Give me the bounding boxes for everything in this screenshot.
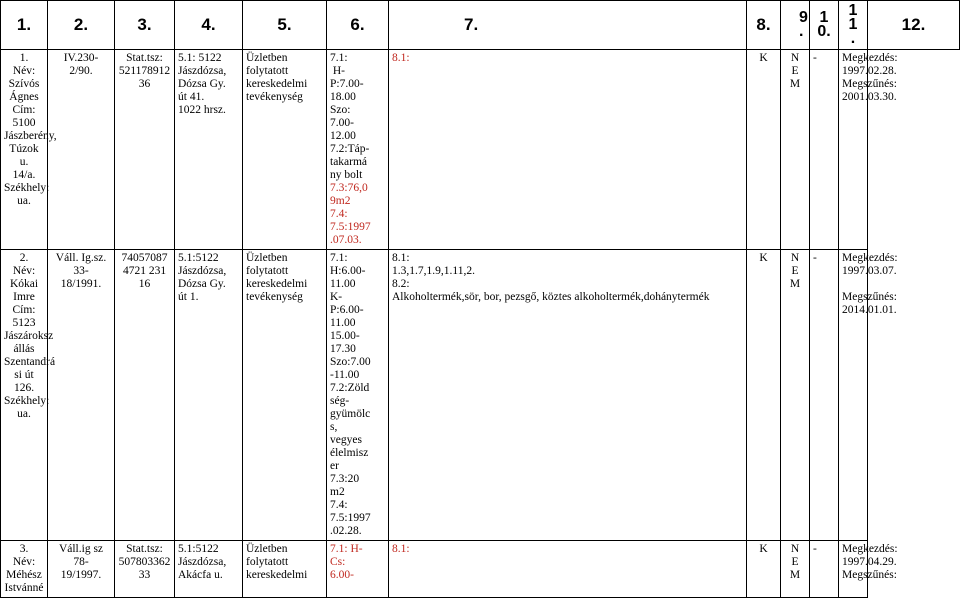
opening-hours-cell-line: 12.00	[330, 130, 356, 142]
registration-cell-line: Váll. Ig.sz.	[55, 252, 107, 264]
owner-cell-line: Kókai Imre	[9, 278, 41, 303]
opening-hours-cell-line: 15.00-	[330, 330, 360, 342]
dates-cell	[839, 250, 898, 541]
opening-hours-cell-line: H:6.00-	[330, 265, 366, 277]
registration-cell	[48, 250, 115, 541]
opening-hours-cell-line: 7.2:Táp-	[330, 143, 370, 155]
address-cell-line: 5.1:5122	[178, 543, 219, 555]
dates-cell-line	[842, 278, 864, 291]
opening-hours-cell-line: 18.00	[330, 91, 356, 103]
dates-cell-line: 2014.01.01.	[842, 304, 897, 316]
owner-cell	[1, 250, 56, 541]
opening-hours-cell-line: 9m2	[330, 195, 351, 207]
activity-cell-line: tevékenység	[246, 91, 303, 103]
stat-number-cell	[115, 50, 175, 250]
activity-cell-line: Üzletben	[246, 252, 288, 264]
opening-hours-cell-line: s,	[330, 421, 338, 433]
stat-number-cell-line: 33	[138, 569, 151, 581]
dates-cell	[839, 541, 898, 598]
owner-cell-line: Méhész	[6, 569, 42, 581]
stat-number-cell-line: Stat.tsz:	[126, 52, 163, 64]
opening-hours-cell-line: 7.3:20	[330, 473, 360, 485]
dates-cell-line: 1997.03.07.	[842, 265, 897, 277]
header-cell: 3.	[115, 1, 175, 50]
owner-cell-line: si út 126.	[13, 369, 37, 394]
address-cell-line: Akácfa u.	[178, 569, 223, 581]
address-cell-line: Jászdózsa,	[178, 265, 227, 277]
owner-cell-line: Székhely:	[4, 395, 50, 407]
address-cell-line: Dózsa Gy.	[178, 278, 226, 290]
products-cell-line: 8.1:	[392, 543, 410, 555]
address-cell	[175, 50, 243, 250]
opening-hours-cell-line: H-	[330, 65, 346, 77]
products-cell	[389, 250, 747, 541]
owner-cell-line: 2.	[19, 252, 29, 264]
owner-cell-line: Jászberény,	[4, 130, 57, 142]
registration-cell	[48, 50, 115, 250]
activity-cell	[243, 50, 327, 250]
header-cell: 2.	[48, 1, 115, 50]
stat-number-cell-line: 74057087	[121, 252, 168, 264]
activity-cell-line: kereskedelmi	[246, 78, 308, 90]
opening-hours-cell-line: ny bolt	[330, 169, 363, 181]
table-row	[1, 541, 960, 598]
opening-hours-cell-line: 7.4:	[330, 499, 348, 511]
owner-cell-line: Cím: 5100	[12, 104, 39, 129]
dates-cell-line: 1997.02.28.	[842, 65, 897, 77]
owner-cell-line: Név:	[12, 65, 36, 77]
opening-hours-cell-line: Cs:	[330, 556, 346, 568]
owner-cell-line: Cím: 5123	[12, 304, 39, 329]
opening-hours-cell-line: gyümölc	[330, 408, 371, 420]
stat-number-cell-line: 507803362	[118, 556, 171, 568]
stat-number-cell-line: 521178912	[118, 65, 171, 77]
owner-cell-line: ua.	[17, 195, 31, 207]
stat-number-cell-line: 16	[138, 278, 151, 290]
dates-cell-line: Megkezdés:	[842, 543, 898, 555]
opening-hours-cell-line: élelmisz	[330, 447, 369, 459]
col10-cell: N E M	[781, 250, 810, 541]
header-cell: 4.	[175, 1, 243, 50]
address-cell-line: 5.1:5122	[178, 252, 219, 264]
opening-hours-cell-line: vegyes	[330, 434, 362, 446]
col9-cell: K	[747, 250, 781, 541]
opening-hours-cell-line: 7.00-	[330, 117, 354, 129]
registration-cell-line: 19/1997.	[60, 569, 102, 581]
dates-cell-line: Megszűnés:	[842, 78, 897, 90]
owner-cell	[1, 50, 57, 250]
opening-hours-cell-line: 7.1:	[330, 52, 348, 64]
owner-cell-line: Név:	[12, 265, 36, 277]
header-cell: 1 1 .	[839, 1, 868, 50]
opening-hours-cell-line: 7.1: H-	[330, 543, 363, 555]
owner-cell-line: Név:	[12, 556, 36, 568]
dates-cell-line: Megszűnés:	[842, 291, 897, 303]
owner-cell-line: 3.	[19, 543, 29, 555]
owner-cell	[1, 541, 48, 598]
address-cell-line: Dózsa Gy.	[178, 78, 226, 90]
header-cell: 5.	[243, 1, 327, 50]
col10-cell: N E M	[781, 50, 810, 250]
owner-cell-line: Szentandrá	[4, 356, 56, 368]
owner-cell-line: Jászároksz	[4, 330, 54, 342]
products-cell-line: 8.1:	[392, 52, 410, 64]
owner-cell-line: 1.	[19, 52, 29, 64]
address-cell-line: Jászdózsa,	[178, 65, 227, 77]
owner-cell-line: ua.	[17, 408, 31, 420]
opening-hours-cell-line: 7.5:1997	[330, 512, 371, 524]
address-cell-line: út 1.	[178, 291, 199, 303]
dates-cell-line: Megkezdés:	[842, 52, 898, 64]
registration-cell-line: 2/90.	[69, 65, 93, 77]
header-cell: 12.	[868, 1, 960, 50]
opening-hours-cell-line: P:7.00-	[330, 78, 364, 90]
address-cell	[175, 250, 243, 541]
activity-cell-line: folytatott	[246, 65, 289, 77]
registration-cell	[48, 541, 115, 598]
activity-cell-line: folytatott	[246, 556, 289, 568]
col11-cell: -	[810, 250, 839, 541]
owner-cell-line: Szívós	[8, 78, 40, 90]
activity-cell-line: folytatott	[246, 265, 289, 277]
owner-cell-line: állás	[13, 343, 35, 355]
dates-cell	[839, 50, 898, 250]
opening-hours-cell-line: P:6.00-	[330, 304, 364, 316]
dates-cell-line: 2001.03.30.	[842, 91, 897, 103]
activity-cell	[243, 250, 327, 541]
opening-hours-cell-line: .07.03.	[330, 234, 362, 246]
products-cell	[389, 541, 747, 598]
opening-hours-cell-line: 11.00	[330, 317, 356, 329]
header-cell: 1.	[1, 1, 48, 50]
dates-cell-line: Megkezdés:	[842, 252, 898, 264]
address-cell-line: út 41.	[178, 91, 205, 103]
col9-cell: K	[747, 541, 781, 598]
table-row	[1, 50, 960, 250]
activity-cell-line: kereskedelmi	[246, 278, 308, 290]
products-cell-line: 1.3,1.7,1.9,1.11,2.	[392, 265, 475, 277]
activity-cell-line: Üzletben	[246, 543, 288, 555]
header-cell: 8.	[747, 1, 781, 50]
opening-hours-cell-line: 11.00	[330, 278, 356, 290]
table-row	[1, 250, 960, 541]
stat-number-cell-line: 36	[138, 78, 151, 90]
opening-hours-cell-line: -11.00	[330, 369, 360, 381]
address-cell-line: 1022 hrsz.	[178, 104, 226, 116]
stat-number-cell-line: 4721 231	[122, 265, 167, 277]
col10-cell: N E M	[781, 541, 810, 598]
owner-cell-line: Túzok u.	[9, 143, 42, 168]
products-cell	[389, 50, 747, 250]
header-cell: 1 0.	[810, 1, 839, 50]
owner-cell-line: 14/a.	[12, 169, 36, 181]
owner-cell-line: Istvánné	[4, 582, 44, 594]
opening-hours-cell-line: er	[330, 460, 339, 472]
opening-hours-cell-line: takarmá	[330, 156, 368, 168]
registration-cell-line: 33-	[73, 265, 89, 277]
registration-cell-line: Váll.ig sz	[58, 543, 104, 555]
opening-hours-cell-line: .02.28.	[330, 525, 362, 537]
address-cell-line: 5.1: 5122	[178, 52, 222, 64]
products-cell-line: 8.2:	[392, 278, 410, 290]
activity-cell	[243, 541, 327, 598]
activity-cell-line: tevékenység	[246, 291, 303, 303]
opening-hours-cell	[327, 541, 389, 598]
opening-hours-cell-line: 7.4:	[330, 208, 348, 220]
opening-hours-cell-line: 7.5:1997	[330, 221, 371, 233]
opening-hours-cell-line: Szo:7.00	[330, 356, 371, 368]
activity-cell-line: Üzletben	[246, 52, 288, 64]
owner-cell-line: Székhely:	[4, 182, 50, 194]
registration-cell-line: IV.230-	[63, 52, 99, 64]
stat-number-cell-line: Stat.tsz:	[126, 543, 163, 555]
address-cell	[175, 541, 243, 598]
dates-cell-line: Megszűnés:	[842, 569, 897, 581]
opening-hours-cell-line: 6.00-	[330, 569, 354, 581]
col9-cell: K	[747, 50, 781, 250]
owner-cell-line: Ágnes	[9, 91, 39, 103]
opening-hours-cell-line: 7.1:	[330, 252, 348, 264]
opening-hours-cell-line: K-	[330, 291, 343, 303]
dates-cell-line: 1997.04.29.	[842, 556, 897, 568]
col11-cell: -	[810, 541, 839, 598]
opening-hours-cell-line: 7.2:Zöld	[330, 382, 370, 394]
opening-hours-cell-line: ség-	[330, 395, 350, 407]
stat-number-cell	[115, 250, 175, 541]
registration-cell-line: 78-	[73, 556, 89, 568]
opening-hours-cell-line: 17.30	[330, 343, 356, 355]
header-cell: 6.	[327, 1, 389, 50]
opening-hours-cell-line: m2	[330, 486, 345, 498]
header-cell: 7.	[389, 1, 747, 50]
products-cell-line: Alkoholtermék,sör, bor, pezsgő, köztes alkoholtermék,dohánytermék	[392, 291, 710, 303]
stat-number-cell	[115, 541, 175, 598]
opening-hours-cell-line: Szo:	[330, 104, 351, 116]
opening-hours-cell-line: 7.3:76,0	[330, 182, 368, 194]
opening-hours-cell	[327, 250, 389, 541]
opening-hours-cell	[327, 50, 389, 250]
header-cell: 9 .	[781, 1, 810, 50]
registration-cell-line: 18/1991.	[60, 278, 102, 290]
activity-cell-line: kereskedelmi	[246, 569, 308, 581]
address-cell-line: Jászdózsa,	[178, 556, 227, 568]
products-cell-line: 8.1:	[392, 252, 410, 264]
header-row	[1, 1, 960, 50]
col11-cell: -	[810, 50, 839, 250]
